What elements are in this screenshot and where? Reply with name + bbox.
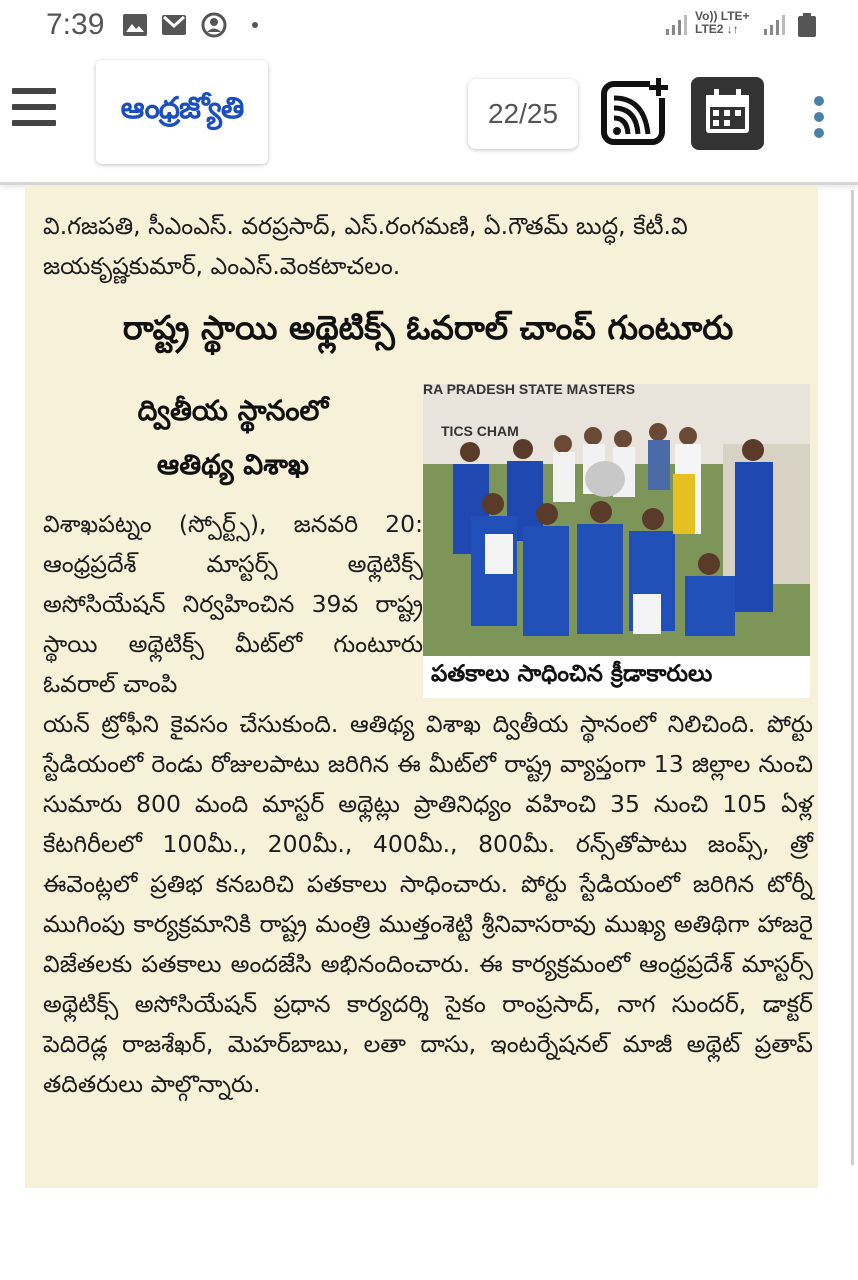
status-time: 7:39	[46, 8, 105, 41]
article-subhead-2: ఆతిథ్య విశాఖ	[156, 448, 310, 481]
network-label-1: Vo)) LTE+	[695, 9, 750, 23]
article-body-text: యన్ ట్రోఫీని కైవసం చేసుకుంది. ఆతిథ్య విశాఖ ద్వితీయ స్థానంలో నిలిచింది. పోర్టు స్టేడియంలో రెండు రోజులపాటు జరిగిన ఈ మీట్‌లో రాష్ట్ర వ్యాప్తంగా 13 జిల్లాల నుంచి సుమారు 800 మంది మాస్టర్ అథ్లెట్లు ప్రాతినిధ్యం వహించి 35 నుంచి 105 ఏళ్ల కేటగిరీలలో 100మీ., 200మీ., 400మీ., 800మీ. రన్స్‌తోపాటు జంప్స్, త్రో ఈవెంట్లలో ప్రతిభ కనబరిచి పతకాలు సాధించారు. పోర్టు స్టేడియంలో జరిగిన టోర్నీ ముగింపు కార్యక్రమానికి రాష్ట్ర మంత్రి ముత్తంశెట్టి శ్రీనివాసరావు ముఖ్య అతిథిగా హాజరై విజేతలకు పతకాలు అందజేసి అభినందించారు. ఈ కార్యక్రమంలో ఆంధ్రప్రదేశ్ మాస్టర్స్ అథ్లెటిక్స్ అసోసియేషన్ ప్రధాన కార్యదర్శి సైకం రాంప్రసాద్, నాగ సుందర్, డాక్టర్ పెదిరెడ్ల రాజశేఖర్, మెహర్‌బాబు, లతా దాసు, ఇంటర్నేషనల్ మాజీ అథ్లెట్ ప్రతాప్ తదితరులు పాల్గొన్నారు.	[43, 710, 813, 1098]
network-label-2: LTE2 ↓↑	[695, 22, 739, 36]
hamburger-icon[interactable]	[12, 88, 56, 128]
page-indicator[interactable]: 22/25	[468, 79, 578, 149]
article-top-lines	[43, 206, 813, 286]
article-headline: రాష్ట్ర స్థాయి అథ్లెటిక్స్ ఓవరాల్ చాంప్ గుంటూరు	[122, 308, 734, 347]
signal-icon-2	[762, 12, 790, 38]
photo-banner-text-2: TICS CHAM	[441, 423, 519, 439]
article-column-text: విశాఖపట్నం (స్పోర్ట్స్), జనవరి 20: ఆంధ్రప్రదేశ్ మాస్టర్స్ అథ్లెటిక్స్ అసోసియేషన్ నిర్వహించిన 39వ రాష్ట్ర స్థాయి అథ్లెటిక్స్ మీట్‌లో గుంటూరు ఓవరాల్ చాంపి	[43, 510, 423, 698]
photo-caption: పతకాలు సాధించిన క్రీడాకారులు	[423, 656, 810, 698]
article-top-line-1: వి.గజపతి, సీఎంఎస్. వరప్రసాద్, ఎస్.రంగమణి, ఏ.గౌతమ్ బుద్ధ, కేటీ.వి	[43, 212, 688, 240]
article-top-line-2: జయకృష్ణకుమార్, ఎంఎస్.వెంకటాచలం.	[43, 252, 401, 280]
notification-dot-icon	[252, 22, 258, 28]
cast-icon[interactable]	[600, 76, 670, 146]
newspaper-clipping[interactable]	[25, 186, 818, 1188]
app-bar	[0, 52, 858, 185]
status-bar	[0, 0, 858, 52]
more-vert-icon[interactable]	[810, 96, 828, 144]
account-circle-icon	[200, 12, 228, 38]
article-photo[interactable]	[423, 384, 810, 656]
logo[interactable]	[96, 60, 268, 164]
article-subhead-1: ద్వితీయ స్థానంలో	[137, 394, 329, 427]
signal-icon	[664, 12, 692, 38]
photo-banner-text: RA PRADESH STATE MASTERS	[423, 384, 636, 397]
scrollbar[interactable]	[851, 190, 854, 1165]
battery-icon	[793, 12, 821, 38]
gmail-icon	[160, 12, 188, 38]
logo-text: ఆంధ్రజ్యోతి	[120, 91, 244, 126]
athletes-photo-image	[423, 384, 810, 656]
calendar-button[interactable]	[691, 77, 764, 150]
calendar-icon	[691, 77, 764, 150]
image-icon	[121, 12, 149, 38]
